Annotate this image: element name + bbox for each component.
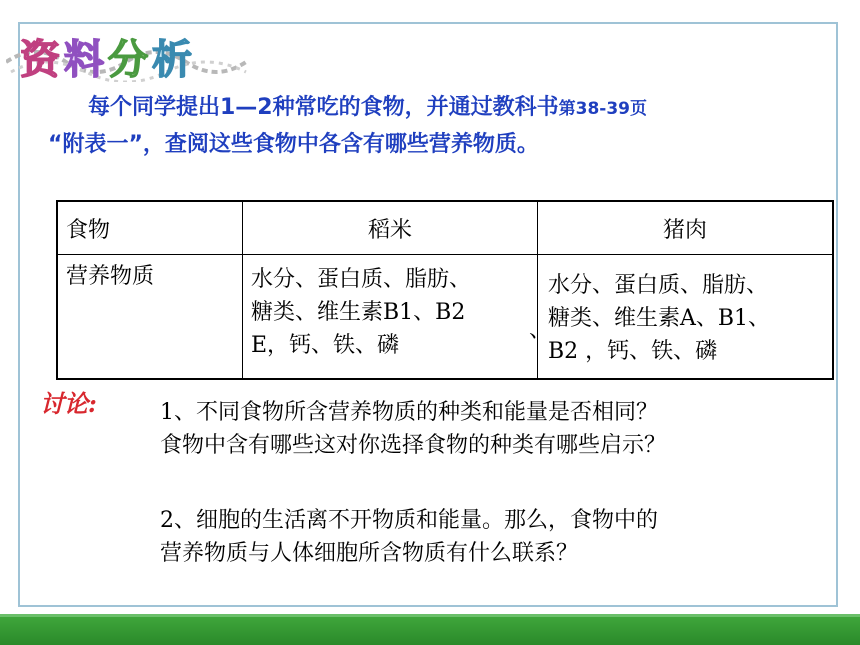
- nutrition-table: [56, 200, 834, 380]
- title-char: 析: [152, 36, 196, 83]
- slide-title: [20, 28, 196, 85]
- pork-nutrients: 水分、蛋白质、脂肪、 糖类、维生素A、B1、 B2 ，钙、铁、磷: [538, 255, 834, 380]
- intro-line-2: “附表一”，查阅这些食物中各含有哪些营养物质。: [48, 132, 539, 157]
- header-rice: 稻米: [243, 201, 538, 255]
- table-header-row: [57, 201, 833, 255]
- page-reference: 第38-39页: [558, 99, 647, 119]
- intro-line-1: 每个同学提出1—2种常吃的食物，并通过教科书第38-39页: [88, 95, 647, 120]
- discussion-label: 讨论:: [40, 389, 97, 418]
- rice-nutrients: 水分、蛋白质、脂肪、 糖类、维生素B1、B2 E，钙、铁、磷 、: [243, 255, 538, 380]
- title-char: 料: [64, 36, 108, 83]
- table-row: [57, 255, 833, 380]
- question-1: 1、不同食物所含营养物质的种类和能量是否相同？ 食物中含有哪些这对你选择食物的种类有哪些启示？: [160, 400, 667, 458]
- header-pork: 猪肉: [538, 201, 834, 255]
- separator-mark: 、: [528, 318, 551, 343]
- row-label: 营养物质: [57, 255, 243, 380]
- intro-paragraph: [48, 90, 828, 163]
- bottom-bar: [0, 614, 860, 645]
- title-char: 资: [20, 36, 64, 83]
- title-char: 分: [108, 36, 152, 83]
- header-food: 食物: [57, 201, 243, 255]
- question-2: 2、细胞的生活离不开物质和能量。那么，食物中的 营养物质与人体细胞所含物质有什么联系？: [160, 508, 658, 566]
